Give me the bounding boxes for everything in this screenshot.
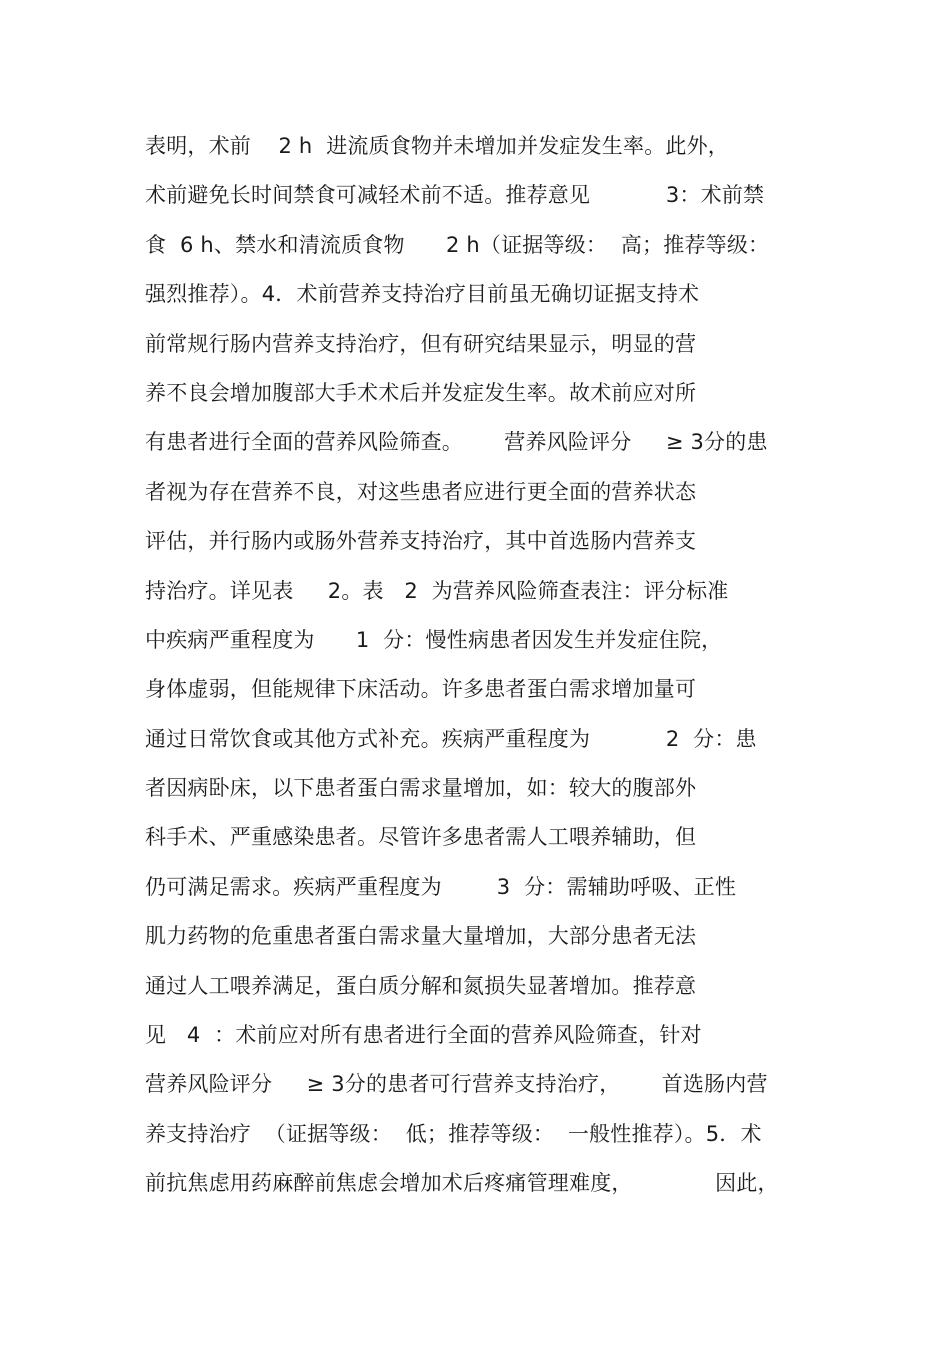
- text-line: 评估，并行肠内或肠外营养支持治疗，其中首选肠内营养支: [145, 529, 697, 554]
- text-line: 持治疗。详见表 2。表 2 为营养风险筛查表注：评分标准: [145, 578, 729, 603]
- text-line: 食 6 h、禁水和清流质食物 2 h（证据等级： 高；推荐等级：: [145, 232, 770, 257]
- text-line: 营养风险评分 ≥ 3分的患者可行营养支持治疗， 首选肠内营: [145, 1072, 768, 1097]
- text-line: 科手术、严重感染患者。尽管许多患者需人工喂养辅助，但: [145, 825, 697, 850]
- text-line: 术前避免长时间禁食可减轻术前不适。推荐意见 3：术前禁: [145, 183, 765, 208]
- text-line: 身体虚弱，但能规律下床活动。许多患者蛋白需求增加量可: [145, 677, 697, 702]
- text-line: 见 4 ：术前应对所有患者进行全面的营养风险筛查，针对: [145, 1023, 702, 1048]
- body-text: [145, 124, 815, 1211]
- text-line: 通过人工喂养满足，蛋白质分解和氮损失显著增加。推荐意: [145, 973, 697, 998]
- text-line: 者因病卧床，以下患者蛋白需求量增加，如：较大的腹部外: [145, 776, 697, 801]
- text-line: 表明，术前 2 h 进流质食物并未增加并发症发生率。此外，: [145, 134, 729, 158]
- text-line: 强烈推荐）。4．术前营养支持治疗目前虽无确切证据支持术: [145, 282, 700, 307]
- text-line: 前常规行肠内营养支持治疗，但有研究结果显示，明显的营: [145, 331, 697, 356]
- text-line: 者视为存在营养不良，对这些患者应进行更全面的营养状态: [145, 479, 697, 504]
- text-line: 仍可满足需求。疾病严重程度为 3 分：需辅助呼吸、正性: [145, 874, 737, 899]
- text-line: 有患者进行全面的营养风险筛查。 营养风险评分 ≥ 3分的患: [145, 430, 768, 455]
- text-line: 养不良会增加腹部大手术术后并发症发生率。故术前应对所: [145, 380, 697, 405]
- text-line: 前抗焦虑用药麻醉前焦虑会增加术后疼痛管理难度， 因此，: [145, 1171, 779, 1196]
- text-line: 中疾病严重程度为 1 分：慢性病患者因发生并发症住院，: [145, 627, 723, 652]
- text-line: 养支持治疗 （证据等级： 低；推荐等级： 一般性推荐）。5．术: [145, 1121, 762, 1146]
- text-line: 通过日常饮食或其他方式补充。疾病严重程度为 2 分：患: [145, 726, 757, 751]
- text-line: 肌力药物的危重患者蛋白需求量大量增加，大部分患者无法: [145, 924, 697, 949]
